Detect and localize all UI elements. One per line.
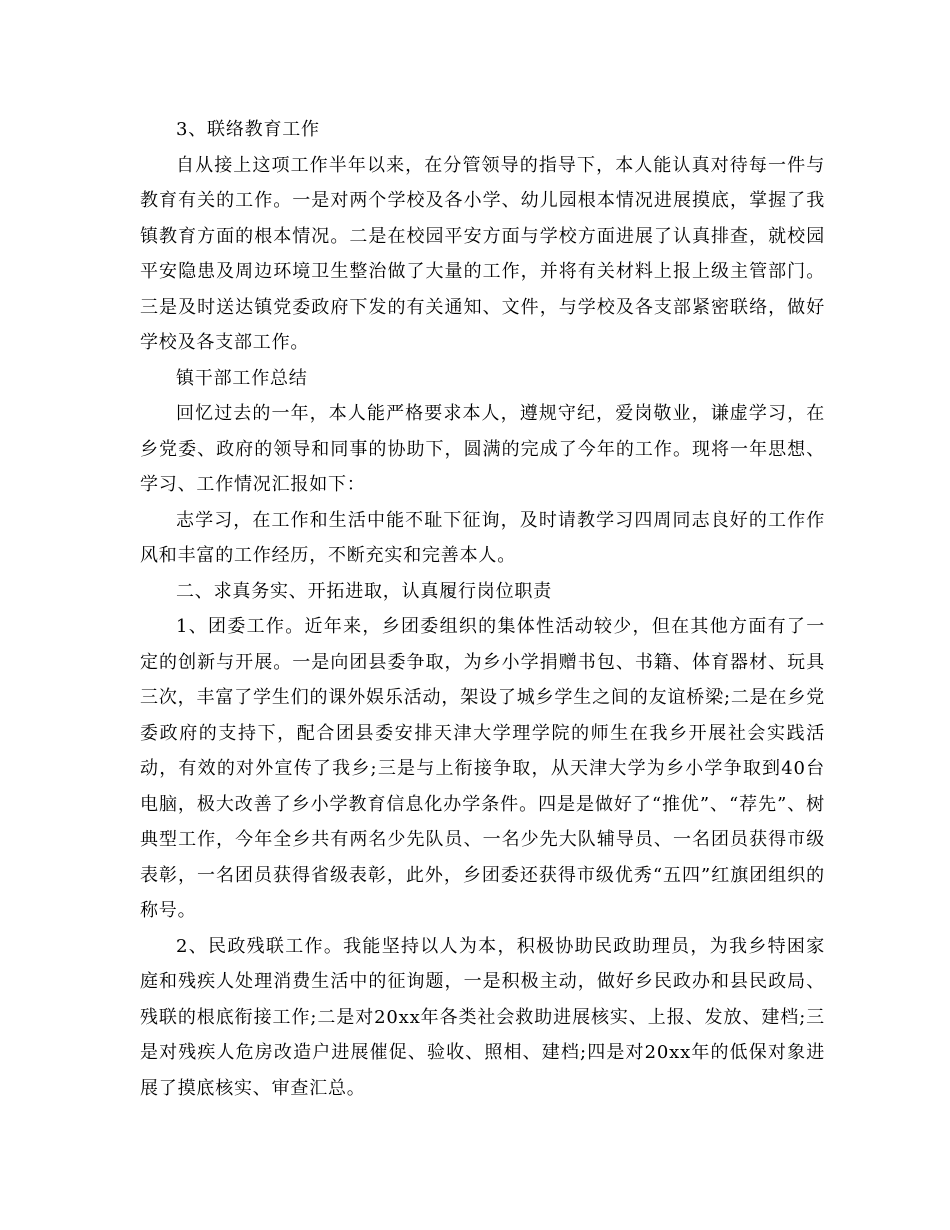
paragraph-youth-league: 1、团委工作。近年来，乡团委组织的集体性活动较少，但在其他方面有了一定的创新与开展。一是向团县委争取，为乡小学捐赠书包、书籍、体育器材、玩具三次，丰富了学生们的课外娱乐活动，架设了城乡学生之间的友谊桥梁;二是在乡党委政府的支持下，配合团县委安排天津大学理学院的师生在我乡开展社会实践活动，有效的对外宣传了我乡;三是与上衔接争取，从天津大学为乡小学争取到40台电脑，极大改善了乡小学教育信息化办学条件。四是是做好了“推优”、“荐先”、树典型工作，今年全乡共有两名少先队员、一名少先大队辅导员、一名团员获得市级表彰，一名团员获得省级表彰，此外，乡团委还获得市级优秀“五四”红旗团组织的称号。 bbox=[140, 616, 825, 921]
section-heading-education: 3、联络教育工作 bbox=[176, 119, 320, 140]
paragraph-education-work: 自从接上这项工作半年以来，在分管领导的指导下，本人能认真对待每一件与教育有关的工作。一是对两个学校及各小学、幼儿园根本情况进展摸底，掌握了我镇教育方面的根本情况。二是在校园平安方面与学校方面进展了认真排查，就校园平安隐患及周边环境卫生整治做了大量的工作，并将有关材料上报上级主管部门。三是及时送达镇党委政府下发的有关通知、文件，与学校及各支部紧密联络，做好学校及各支部工作。 bbox=[140, 154, 825, 353]
section-heading-duties: 二、求真务实、开拓进取，认真履行岗位职责 bbox=[176, 580, 552, 602]
section-heading-summary-title: 镇干部工作总结 bbox=[176, 367, 308, 389]
paragraph-review: 回忆过去的一年，本人能严格要求本人，遵规守纪，爱岗敬业，谦虚学习，在乡党委、政府的领导和同事的协助下，圆满的完成了今年的工作。现将一年思想、学习、工作情况汇报如下： bbox=[140, 403, 825, 495]
paragraph-study: 志学习，在工作和生活中能不耻下征询，及时请教学习四周同志良好的工作作风和丰富的工作经历，不断充实和完善本人。 bbox=[140, 509, 825, 566]
paragraph-civil-affairs: 2、民政残联工作。我能坚持以人为本，积极协助民政助理员，为我乡特困家庭和残疾人处理消费生活中的征询题，一是积极主动，做好乡民政办和县民政局、残联的根底衔接工作;二是对20xx年各类社会救助进展核实、上报、发放、建档;三是对残疾人危房改造户进展催促、验收、照相、建档;四是对20xx年的低保对象进展了摸底核实、审查汇总。 bbox=[140, 935, 825, 1099]
